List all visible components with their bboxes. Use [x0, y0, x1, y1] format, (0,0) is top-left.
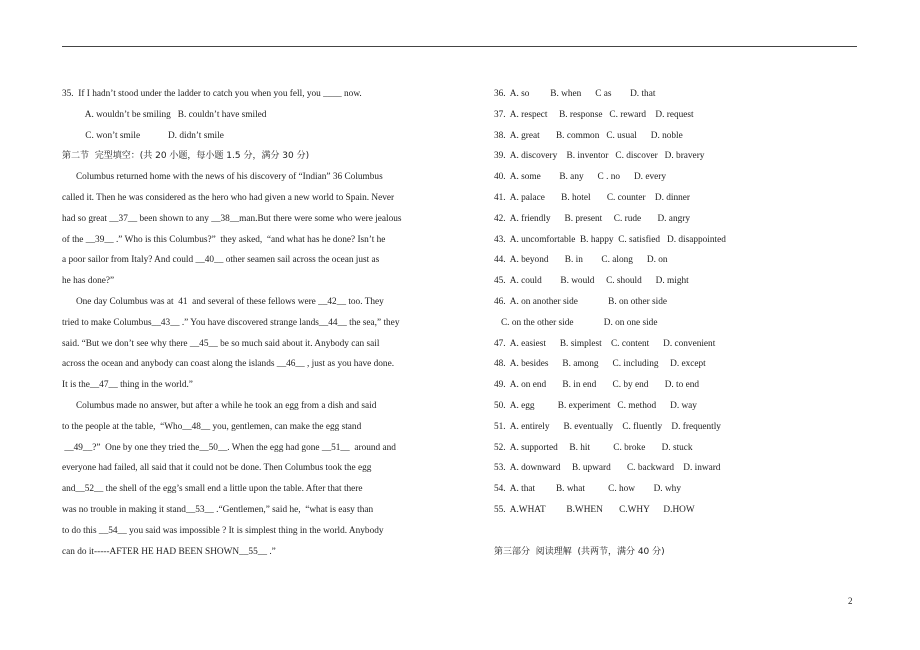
passage-line: a poor sailor from Italy? And could __40__ other seamen sail across the ocean just as — [62, 255, 380, 266]
option-row-43: 43. A. uncomfortable B. happy C. satisfied D. disappointed — [494, 234, 726, 245]
page-number: 2 — [848, 596, 853, 606]
section-heading-reading: 第三部分 阅读理解 (共两节，满分 40 分) — [494, 546, 665, 557]
option-row-51: 51. A. entirely B. eventually C. fluently D. frequently — [494, 421, 721, 432]
passage-line: tried to make Columbus__43__ .” You have discovered strange lands__44__ the sea,” they — [62, 317, 400, 328]
passage-line: Columbus made no answer, but after a while he took an egg from a dish and said — [62, 400, 377, 411]
passage-line: to the people at the table, “Who__48__ you, gentlemen, can make the egg stand — [62, 421, 362, 432]
passage-line: called it. Then he was considered as the hero who had given a new world to Spain. Never — [62, 192, 395, 203]
passage-line: __49__?” One by one they tried the__50__. When the egg had gone __51__ around and — [62, 442, 396, 453]
option-row-50: 50. A. egg B. experiment C. method D. way — [494, 400, 697, 411]
q35-options-ab: A. wouldn’t be smiling B. couldn’t have smiled — [62, 109, 267, 120]
option-row-53: 53. A. downward B. upward C. backward D. inward — [494, 463, 721, 474]
q35-options-cd: C. won’t smile D. didn’t smile — [62, 130, 224, 141]
option-row-46-cont: C. on the other side D. on one side — [494, 317, 658, 328]
passage-line: everyone had failed, all said that it could not be done. Then Columbus took the egg — [62, 463, 372, 474]
option-row-55: 55. A.WHAT B.WHEN C.WHY D.HOW — [494, 504, 695, 515]
option-row-41: 41. A. palace B. hotel C. counter D. dinner — [494, 192, 690, 203]
passage-line: to do this __54__ you said was impossible ? It is simplest thing in the world. Anybody — [62, 525, 384, 536]
option-row-40: 40. A. some B. any C . no D. every — [494, 172, 666, 183]
right-column — [494, 84, 874, 562]
question-35: 35. If I hadn’t stood under the ladder to catch you when you fell, you ____ now. — [62, 89, 362, 99]
passage-line: said. “But we don’t see why there __45__ be so much said about it. Anybody can sail — [62, 338, 380, 349]
passage-line: Columbus returned home with the news of his discovery of “Indian” 36 Columbus — [62, 172, 383, 183]
option-row-45: 45. A. could B. would C. should D. might — [494, 276, 689, 287]
passage-line: One day Columbus was at 41 and several of these fellows were __42__ too. They — [62, 296, 384, 307]
option-row-39: 39. A. discovery B. inventor C. discover D. bravery — [494, 151, 705, 162]
option-row-44: 44. A. beyond B. in C. along D. on — [494, 255, 668, 266]
left-column — [62, 84, 462, 562]
passage-line: he has done?” — [62, 276, 115, 287]
option-row-37: 37. A. respect B. response C. reward D. request — [494, 109, 694, 120]
option-row-36: 36. A. so B. when C as D. that — [494, 89, 656, 99]
spacer-line — [494, 521, 874, 542]
passage-line: can do it-----AFTER HE HAD BEEN SHOWN__55__ .” — [62, 546, 276, 557]
passage-line: across the ocean and anybody can coast along the islands __46__ , just as you have done. — [62, 359, 395, 370]
option-row-49: 49. A. on end B. in end C. by end D. to end — [494, 380, 700, 391]
option-row-52: 52. A. supported B. hit C. broke D. stuck — [494, 442, 693, 453]
section-heading-cloze: 第二节 完型填空：(共 20 小题，每小题 1.5 分，满分 30 分) — [62, 151, 310, 162]
option-row-47: 47. A. easiest B. simplest C. content D. convenient — [494, 338, 716, 349]
option-row-48: 48. A. besides B. among C. including D. except — [494, 359, 706, 370]
option-row-38: 38. A. great B. common C. usual D. noble — [494, 130, 683, 141]
passage-line: of the __39__ .” Who is this Columbus?” they asked, “and what has he done? Isn’t he — [62, 234, 386, 245]
option-row-42: 42. A. friendly B. present C. rude D. angry — [494, 213, 690, 224]
passage-line: had so great __37__ been shown to any __38__man.But there were some who were jealous — [62, 213, 402, 224]
option-row-46: 46. A. on another side B. on other side — [494, 296, 668, 307]
passage-line: was no trouble in making it stand__53__ .“Gentlemen,” said he, “what is easy than — [62, 504, 374, 515]
passage-line: and__52__ the shell of the egg’s small end a little upon the table. After that there — [62, 484, 363, 495]
option-row-54: 54. A. that B. what C. how D. why — [494, 484, 681, 495]
header-rule — [62, 46, 857, 47]
passage-line: It is the__47__ thing in the world.” — [62, 380, 193, 391]
